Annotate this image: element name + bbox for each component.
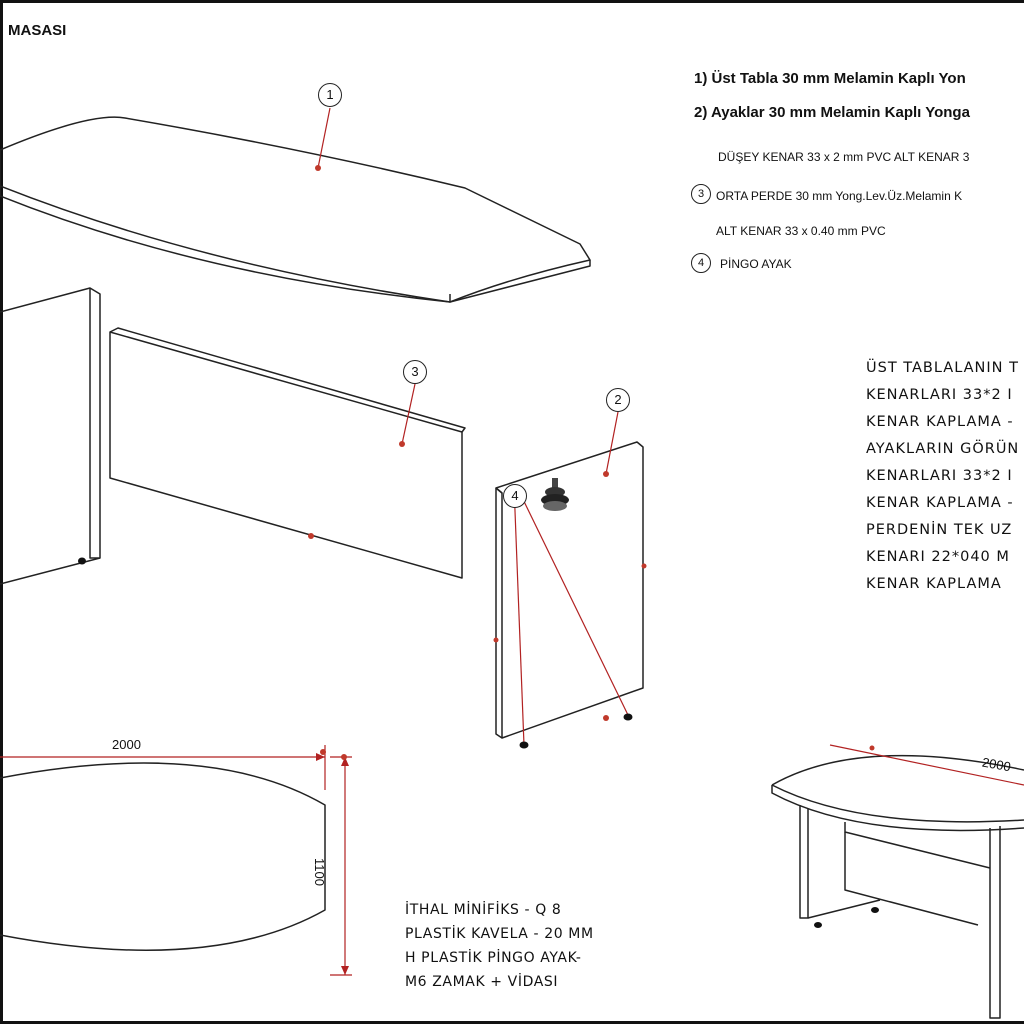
hardware-item: İTHAL MİNİFİKS - Q 8 xyxy=(405,902,562,918)
note-line: KENARLARI 33*2 I xyxy=(866,387,1013,403)
plan-view-top xyxy=(0,763,325,950)
note-line: ÜST TABLALANIN T xyxy=(866,360,1019,376)
assembled-table-perspective xyxy=(772,756,1024,1018)
callout-3: 3 xyxy=(403,360,427,384)
note-line: PERDENİN TEK UZ xyxy=(866,522,1013,538)
spec-line-1: 1) Üst Tabla 30 mm Melamin Kaplı Yon xyxy=(694,70,966,87)
spec-line-6: PİNGO AYAK xyxy=(720,257,792,271)
spec-line-2: 2) Ayaklar 30 mm Melamin Kaplı Yonga xyxy=(694,104,970,121)
note-line: KENAR KAPLAMA - xyxy=(866,495,1014,511)
callout-4: 4 xyxy=(503,484,527,508)
left-leg-panel xyxy=(0,288,100,584)
foot-glides xyxy=(78,558,879,929)
drawing-title: MASASI xyxy=(8,22,67,39)
plan-width-dimension: 2000 xyxy=(112,737,141,752)
spec-line-4: ORTA PERDE 30 mm Yong.Lev.Üz.Melamin K xyxy=(716,189,963,203)
callout-2: 2 xyxy=(606,388,630,412)
pingo-foot-detail xyxy=(541,478,569,511)
hardware-item: PLASTİK KAVELA - 20 MM xyxy=(405,926,594,942)
note-line: AYAKLARIN GÖRÜN xyxy=(866,441,1020,457)
perspective-width-dimension: 2000 xyxy=(980,754,1013,775)
spec-line-5: ALT KENAR 33 x 0.40 mm PVC xyxy=(716,224,886,238)
callout-1: 1 xyxy=(318,83,342,107)
hardware-item: H PLASTİK PİNGO AYAK- xyxy=(405,950,582,966)
spec-line-3: DÜŞEY KENAR 33 x 2 mm PVC ALT KENAR 3 xyxy=(718,150,970,164)
edge-notes xyxy=(866,355,1019,598)
note-line: KENARI 22*040 M xyxy=(866,549,1010,565)
callout-3-badge: 3 xyxy=(691,184,711,204)
table-top-panel xyxy=(0,117,590,302)
note-line: KENARLARI 33*2 I xyxy=(866,468,1013,484)
hardware-item: M6 ZAMAK + VİDASI xyxy=(405,974,559,990)
note-line: KENAR KAPLAMA - xyxy=(866,414,1014,430)
callout-4-badge: 4 xyxy=(691,253,711,273)
note-line: KENAR KAPLAMA xyxy=(866,576,1002,592)
assembly-markers xyxy=(308,165,875,760)
plan-depth-dimension: 1100 xyxy=(312,858,327,886)
hardware-list xyxy=(405,898,594,994)
